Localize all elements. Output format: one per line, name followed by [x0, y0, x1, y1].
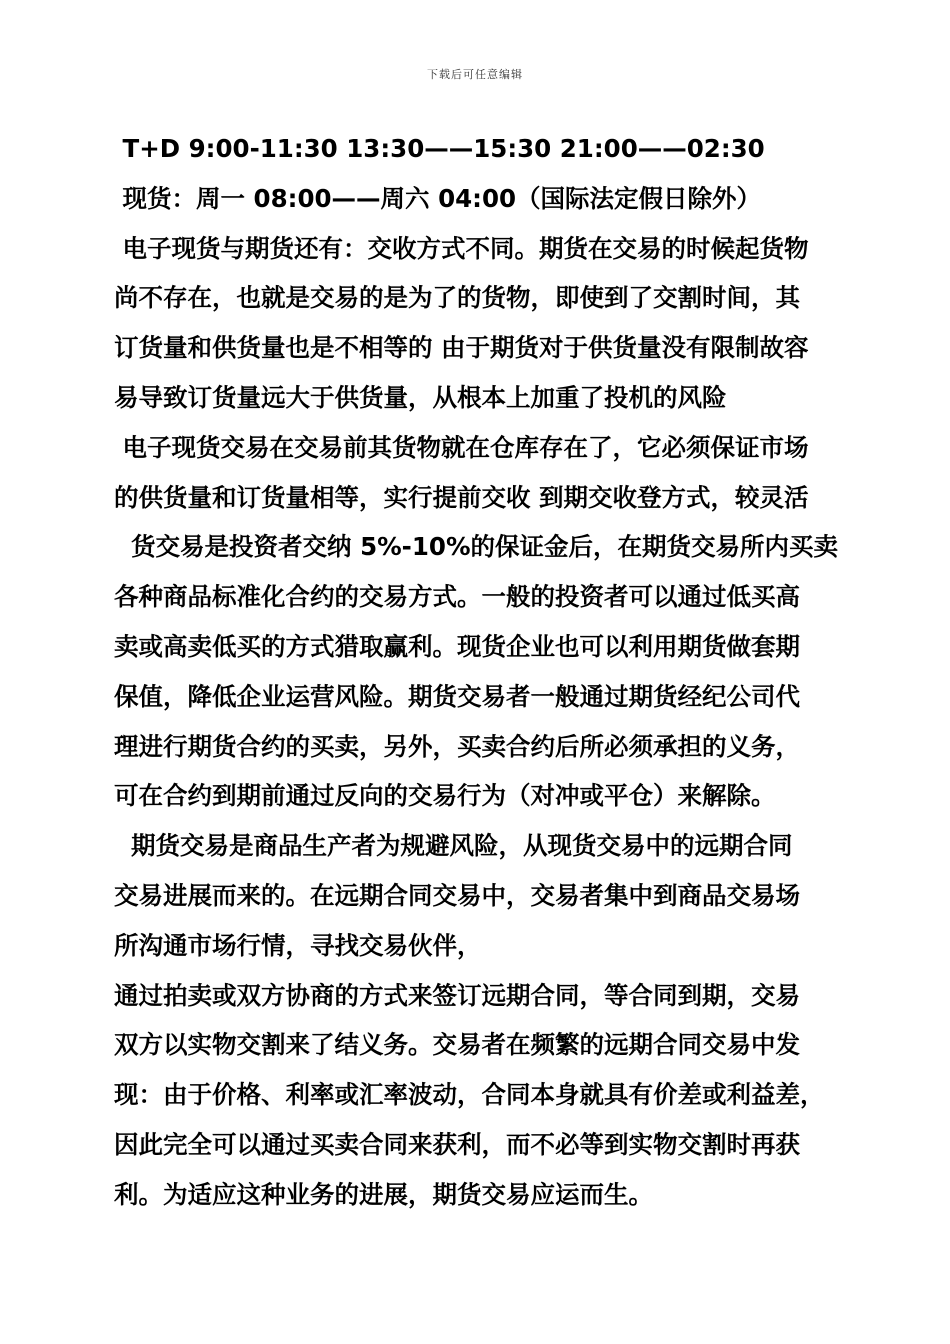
paragraph-line: 期货交易是商品生产者为规避风险，从现货交易中的远期合同 [114, 831, 793, 861]
paragraph-line: 所沟通市场行情，寻找交易伙伴， [114, 930, 482, 960]
paragraph-line: 订货量和供货量也是不相等的 由于期货对于供货量没有限制故容 [114, 333, 809, 363]
paragraph-line: 因此完全可以通过买卖合同来获利，而不必等到实物交割时再获 [114, 1129, 800, 1159]
trading-hours-spot: 现货：周一 08:00——周六 04:00（国际法定假日除外） [114, 183, 762, 213]
page-header-note: 下载后可任意编辑 [427, 68, 523, 81]
paragraph-line: 双方以实物交割来了结义务。交易者在频繁的远期合同交易中发 [114, 1030, 800, 1060]
paragraph-line: 电子现货交易在交易前其货物就在仓库存在了，它必须保证市场 [114, 432, 809, 462]
paragraph-line: 交易进展而来的。在远期合同交易中，交易者集中到商品交易场 [114, 880, 800, 910]
paragraph-line: 各种商品标准化合约的交易方式。一般的投资者可以通过低买高 [114, 582, 800, 612]
paragraph-line: 利。为适应这种业务的进展，期货交易应运而生。 [114, 1179, 653, 1209]
paragraph-line: 尚不存在，也就是交易的是为了的货物，即使到了交割时间，其 [114, 283, 800, 313]
paragraph-line: 理进行期货合约的买卖，另外，买卖合约后所必须承担的义务， [114, 731, 800, 761]
document-body [114, 124, 854, 1220]
paragraph-line: 通过拍卖或双方协商的方式来签订远期合同，等合同到期，交易 [114, 980, 800, 1010]
paragraph-line: 货交易是投资者交纳 5%-10%的保证金后，在期货交易所内买卖 [114, 532, 838, 562]
paragraph-line: 可在合约到期前通过反向的交易行为（对冲或平仓）来解除。 [114, 781, 776, 811]
paragraph-line: 现：由于价格、利率或汇率波动，合同本身就具有价差或利益差， [114, 1080, 825, 1110]
paragraph-line: 易导致订货量远大于供货量，从根本上加重了投机的风险 [114, 382, 727, 412]
paragraph-line: 保值，降低企业运营风险。期货交易者一般通过期货经纪公司代 [114, 681, 800, 711]
paragraph-line: 电子现货与期货还有：交收方式不同。期货在交易的时候起货物 [114, 233, 809, 263]
paragraph-line: 卖或高卖低买的方式猎取赢利。现货企业也可以利用期货做套期 [114, 631, 800, 661]
trading-hours-td: T+D 9:00-11:30 13:30——15:30 21:00——02:30 [114, 134, 765, 163]
paragraph-line: 的供货量和订货量相等，实行提前交收 到期交收登方式，较灵活 [114, 482, 809, 512]
